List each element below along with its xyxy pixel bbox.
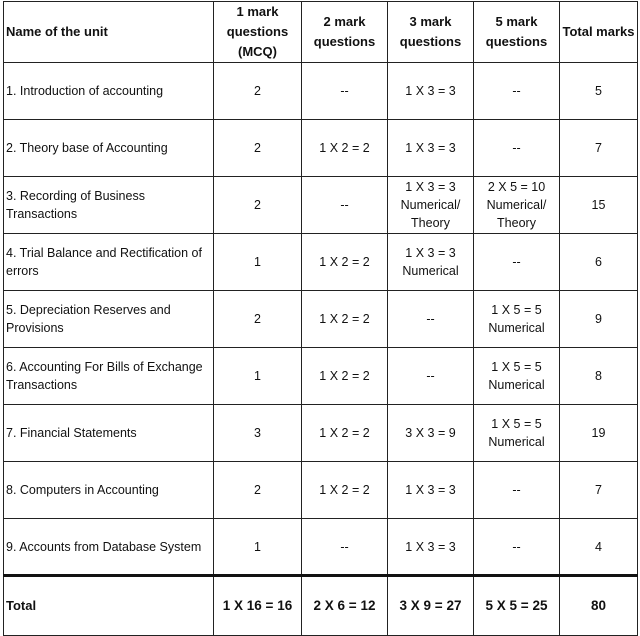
five-mark-cell bbox=[474, 462, 560, 519]
two-mark-cell bbox=[302, 177, 388, 234]
five-mark-cell bbox=[474, 63, 560, 120]
two-mark-cell-line: -- bbox=[340, 84, 349, 98]
row-total: 9 bbox=[560, 291, 638, 348]
header-two-mark bbox=[302, 2, 388, 63]
unit-name: 5. Depreciation Reserves and Provisions bbox=[4, 291, 214, 348]
mcq-count: 2 bbox=[214, 120, 302, 177]
two-mark-cell bbox=[302, 519, 388, 576]
table-row bbox=[4, 234, 638, 291]
two-mark-cell bbox=[302, 348, 388, 405]
two-mark-cell bbox=[302, 462, 388, 519]
unit-name: 1. Introduction of accounting bbox=[4, 63, 214, 120]
table-row bbox=[4, 120, 638, 177]
unit-name: 6. Accounting For Bills of Exchange Transactions bbox=[4, 348, 214, 405]
header-three-line: 3 mark bbox=[409, 14, 452, 29]
five-mark-cell-line: Numerical bbox=[488, 321, 545, 335]
two-mark-cell-line: 1 X 2 = 2 bbox=[319, 483, 370, 497]
header-mcq-line: (MCQ) bbox=[238, 44, 277, 59]
unit-name: 2. Theory base of Accounting bbox=[4, 120, 214, 177]
mcq-count: 1 bbox=[214, 234, 302, 291]
five-mark-cell bbox=[474, 519, 560, 576]
three-mark-cell-line: 1 X 3 = 3 bbox=[405, 84, 456, 98]
five-mark-cell-line: 1 X 5 = 5 bbox=[491, 360, 542, 374]
five-mark-cell bbox=[474, 177, 560, 234]
row-total: 7 bbox=[560, 462, 638, 519]
unit-name: 3. Recording of Business Transactions bbox=[4, 177, 214, 234]
five-mark-cell bbox=[474, 291, 560, 348]
mcq-count: 3 bbox=[214, 405, 302, 462]
unit-name: 9. Accounts from Database System bbox=[4, 519, 214, 576]
five-mark-cell-line: 1 X 5 = 5 bbox=[491, 303, 542, 317]
two-mark-cell-line: 1 X 2 = 2 bbox=[319, 369, 370, 383]
unit-name: 8. Computers in Accounting bbox=[4, 462, 214, 519]
two-mark-cell-line: -- bbox=[340, 198, 349, 212]
total-two: 2 X 6 = 12 bbox=[302, 576, 388, 636]
two-mark-cell-line: -- bbox=[340, 539, 349, 554]
five-mark-cell-line: 1 X 5 = 5 bbox=[491, 417, 542, 431]
table-row bbox=[4, 405, 638, 462]
table-row bbox=[4, 348, 638, 405]
unit-name: 4. Trial Balance and Rectification of errors bbox=[4, 234, 214, 291]
three-mark-cell-line: Numerical bbox=[402, 264, 459, 278]
three-mark-cell bbox=[388, 177, 474, 234]
three-mark-cell bbox=[388, 120, 474, 177]
header-five-line: questions bbox=[485, 34, 548, 49]
table-row bbox=[4, 177, 638, 234]
mcq-count: 1 bbox=[214, 348, 302, 405]
three-mark-cell-line: 1 X 3 = 3 bbox=[405, 141, 456, 155]
mcq-count: 1 bbox=[214, 519, 302, 576]
header-five-mark bbox=[474, 2, 560, 63]
table-row bbox=[4, 519, 638, 576]
header-mcq-line: questions bbox=[226, 24, 289, 39]
three-mark-cell bbox=[388, 405, 474, 462]
row-total: 19 bbox=[560, 405, 638, 462]
two-mark-cell-line: 1 X 2 = 2 bbox=[319, 426, 370, 440]
unit-name: 7. Financial Statements bbox=[4, 405, 214, 462]
two-mark-cell bbox=[302, 63, 388, 120]
three-mark-cell bbox=[388, 348, 474, 405]
row-total: 15 bbox=[560, 177, 638, 234]
three-mark-cell-line: 1 X 3 = 3 bbox=[405, 483, 456, 497]
header-mcq-line: 1 mark bbox=[236, 4, 279, 19]
five-mark-cell bbox=[474, 120, 560, 177]
two-mark-cell bbox=[302, 405, 388, 462]
five-mark-cell-line: -- bbox=[512, 84, 521, 98]
five-mark-cell-line: -- bbox=[512, 141, 521, 155]
table-row bbox=[4, 63, 638, 120]
three-mark-cell-line: 1 X 3 = 3 bbox=[405, 180, 456, 194]
five-mark-cell-line: -- bbox=[512, 255, 521, 269]
two-mark-cell bbox=[302, 291, 388, 348]
row-total: 4 bbox=[560, 519, 638, 576]
five-mark-cell-line: Numerical bbox=[488, 435, 545, 449]
two-mark-cell-line: 1 X 2 = 2 bbox=[319, 141, 370, 155]
two-mark-cell-line: 1 X 2 = 2 bbox=[319, 312, 370, 326]
total-three: 3 X 9 = 27 bbox=[388, 576, 474, 636]
three-mark-cell bbox=[388, 63, 474, 120]
five-mark-cell bbox=[474, 348, 560, 405]
three-mark-cell bbox=[388, 462, 474, 519]
three-mark-cell-line: 3 X 3 = 9 bbox=[405, 426, 456, 440]
header-two-line: questions bbox=[313, 34, 376, 49]
three-mark-cell-line: -- bbox=[426, 369, 435, 383]
three-mark-cell bbox=[388, 234, 474, 291]
row-total: 6 bbox=[560, 234, 638, 291]
row-total: 8 bbox=[560, 348, 638, 405]
three-mark-cell-line: Theory bbox=[411, 216, 450, 230]
mcq-count: 2 bbox=[214, 291, 302, 348]
five-mark-cell bbox=[474, 234, 560, 291]
header-two-line: 2 mark bbox=[323, 14, 366, 29]
total-row bbox=[4, 576, 638, 636]
total-mcq: 1 X 16 = 16 bbox=[214, 576, 302, 636]
header-total: Total marks bbox=[560, 2, 638, 63]
total-label: Total bbox=[4, 576, 214, 636]
mcq-count: 2 bbox=[214, 177, 302, 234]
mcq-count: 2 bbox=[214, 462, 302, 519]
total-five: 5 X 5 = 25 bbox=[474, 576, 560, 636]
table-row bbox=[4, 462, 638, 519]
five-mark-cell-line: -- bbox=[512, 539, 521, 554]
marks-distribution-table bbox=[3, 1, 638, 636]
five-mark-cell-line: Theory bbox=[497, 216, 536, 230]
three-mark-cell-line: 1 X 3 = 3 bbox=[405, 539, 456, 554]
five-mark-cell-line: -- bbox=[512, 483, 521, 497]
total-marks: 80 bbox=[560, 576, 638, 636]
five-mark-cell-line: Numerical/ bbox=[486, 198, 547, 212]
row-total: 5 bbox=[560, 63, 638, 120]
three-mark-cell-line: 1 X 3 = 3 bbox=[405, 246, 456, 260]
three-mark-cell bbox=[388, 519, 474, 576]
two-mark-cell-line: 1 X 2 = 2 bbox=[319, 255, 370, 269]
header-five-line: 5 mark bbox=[495, 14, 538, 29]
five-mark-cell-line: 2 X 5 = 10 bbox=[487, 180, 546, 194]
three-mark-cell-line: Numerical/ bbox=[400, 198, 461, 212]
two-mark-cell bbox=[302, 120, 388, 177]
mcq-count: 2 bbox=[214, 63, 302, 120]
five-mark-cell-line: Numerical bbox=[488, 378, 545, 392]
header-mcq bbox=[214, 2, 302, 63]
table-row bbox=[4, 291, 638, 348]
two-mark-cell bbox=[302, 234, 388, 291]
row-total: 7 bbox=[560, 120, 638, 177]
header-row bbox=[4, 2, 638, 63]
header-three-line: questions bbox=[399, 34, 462, 49]
five-mark-cell bbox=[474, 405, 560, 462]
header-unit: Name of the unit bbox=[4, 2, 214, 63]
three-mark-cell bbox=[388, 291, 474, 348]
three-mark-cell-line: -- bbox=[426, 312, 435, 326]
header-three-mark bbox=[388, 2, 474, 63]
